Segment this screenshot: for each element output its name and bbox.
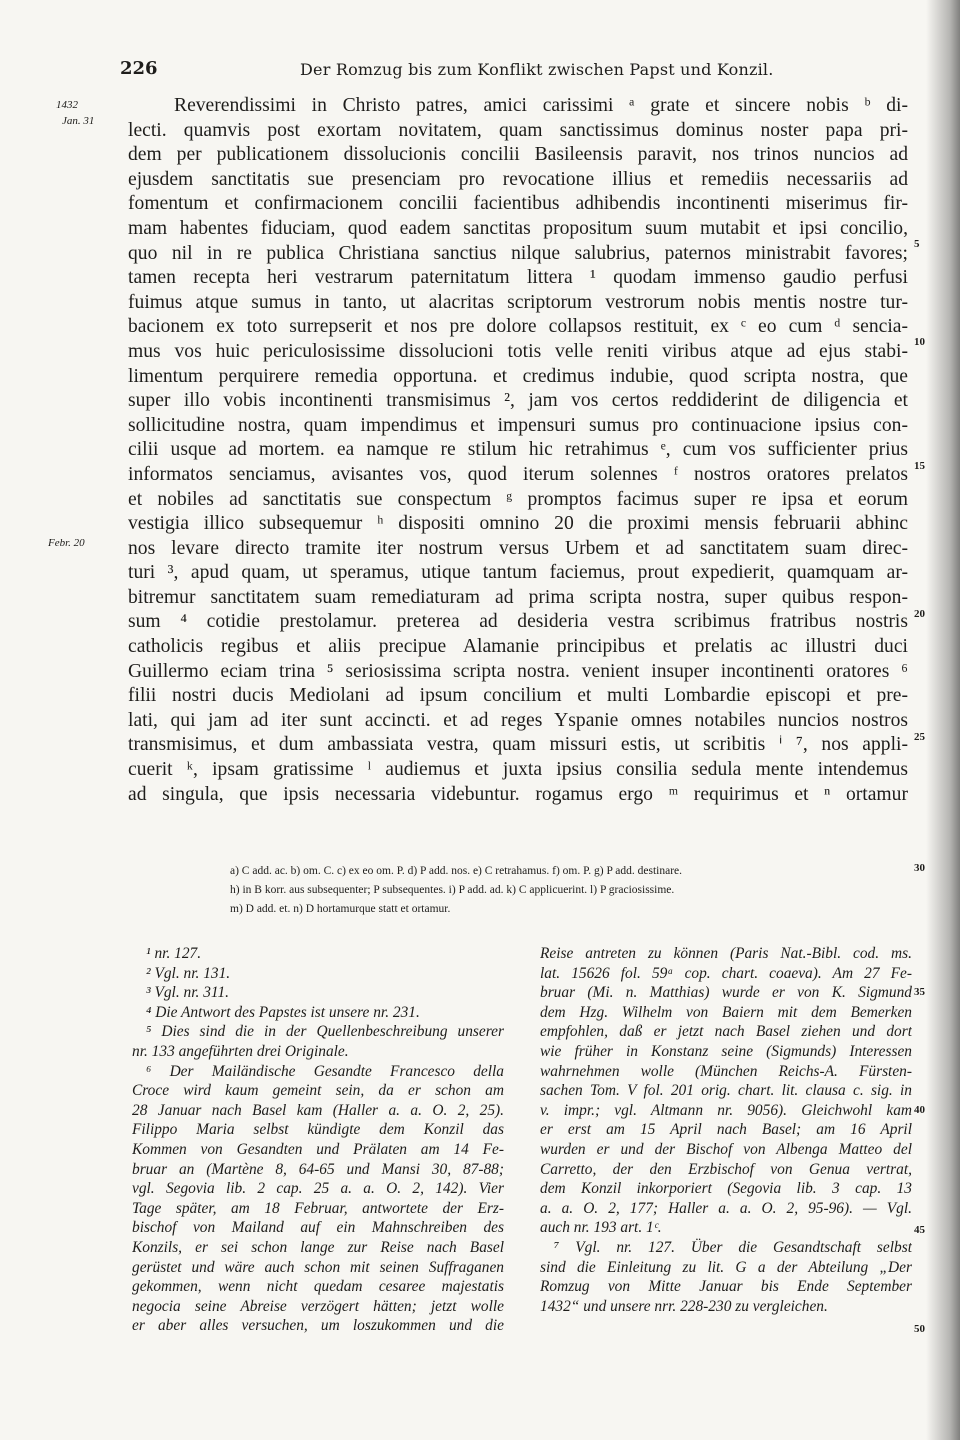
line-number: 10 (914, 336, 925, 348)
text-line: bitremur sanctitatem suam remediaturam ad prima scripta nostra, super quibus respon- (128, 586, 908, 608)
text-line: turi ³, apud quam, ut speramus, utique tantum faciemus, prout expedierit, quamquam ar- (128, 562, 908, 584)
text-line: fuimus atque sumus in tanto, ut alacritas scriptorum vestrorum nobis mentis nostre tur- (128, 291, 908, 313)
line-number: 20 (914, 608, 925, 620)
footnote-line: ⁴ Die Antwort des Papstes ist unsere nr. 231. (146, 1003, 420, 1021)
footnote-line: sind die Einleitung zu lit. G a der Abteilung „Der (540, 1258, 912, 1276)
page-header (120, 58, 900, 88)
footnote-line: Filippo Maria selbst kündigte dem Konzil das (132, 1121, 504, 1139)
footnote-line: Croce wird kaum gemeint sein, da er schon am (132, 1082, 504, 1100)
footnote-line: Carretto, der den Erzbischof von Genua vertrat, (540, 1160, 912, 1178)
text-line: sum ⁴ cotidie prestolamur. preterea ad desideria vestra scribimus fratribus nostris (128, 611, 908, 633)
footnote-line: ⁶ Der Mailändische Gesandte Francesco della (146, 1062, 504, 1080)
footnote-line: empfohlen, daß er jetzt nach Basel ziehen und dort (540, 1023, 912, 1041)
footnote-line: sachen Tom. V fol. 201 orig. chart. lit. clausa c. sig. in (540, 1082, 912, 1100)
text-line: catholicis regibus et aliis precipue Alamanie principibus et prelatis ac illustri duci (128, 636, 908, 658)
footnote-line: auch nr. 193 art. 1ᶜ. (540, 1219, 662, 1237)
margin-date-febr: Febr. 20 (48, 537, 85, 549)
footnote-line: gekommen, wenn nicht quedam cesaree majestatis (132, 1278, 504, 1296)
line-number: 40 (914, 1104, 925, 1116)
footnote-line: wurden er und der Bischof von Albenga Matteo del (540, 1140, 912, 1158)
text-line: bacionem ex toto surrepserit et nos pre dolore collapsos restituit, ex ᶜ eo cum ᵈ sencia- (128, 316, 908, 338)
footnote-line: Reise antreten zu können (Paris Nat.-Bibl. cod. ms. (540, 945, 912, 962)
footnote-line: bruar (Mi. n. Matthias) wurde er von K. Sigmund (540, 984, 912, 1002)
footnotes-right-column (540, 944, 912, 1316)
text-line: limentum perquirere remedia opportuna. et credimus indubie, quod scripta nostra, que (128, 365, 908, 387)
text-line: Reverendissimi in Christo patres, amici carissimi ᵃ grate et sincere nobis ᵇ di- (174, 95, 908, 116)
footnotes-left-column (132, 944, 504, 1336)
footnote-line: v. impr.; vgl. Altmann nr. 9056). Gleichwohl kam (540, 1101, 912, 1119)
page-edge-shadow (926, 0, 960, 1440)
footnote-line: ² Vgl. nr. 131. (146, 964, 231, 982)
line-number: 50 (914, 1323, 925, 1335)
footnote-line: ⁷ Vgl. nr. 127. Über die Gesandtschaft selbst (554, 1238, 912, 1256)
text-line: ad singula, que ipsis necessaria videbuntur. rogamus ergo ᵐ requirimus et ⁿ ortamur (128, 783, 908, 805)
text-line: super illo vobis incontinenti transmisimus ², jam vos certos reddiderint de diligencia et (128, 390, 908, 412)
footnote-line: dem Konzil inkorporiert (Segovia lib. 3 cap. 13 (540, 1180, 912, 1198)
apparatus-line: h) in B korr. aus subsequenter; P subsequentes. i) P add. ad. k) C applicuerint. l) P graciosissime. (230, 884, 675, 896)
line-number: 5 (914, 238, 920, 250)
footnote-line: ³ Vgl. nr. 311. (146, 984, 229, 1002)
footnote-line: Romzug von Mitte Januar bis Ende September (540, 1278, 912, 1296)
footnote-line: negocia seine Abreise verzögert hätten; jetzt wolle (132, 1297, 504, 1315)
text-line: tamen recepta heri vestrarum paternitatum littera ¹ quodam immenso gaudio perfusi (128, 267, 908, 289)
line-number: 35 (914, 986, 925, 998)
footnote-line: bruar an (Martène 8, 64-65 und Mansi 30, 87-88; (132, 1160, 504, 1178)
footnote-line: bischof von Mailand auf ein Mahnschreiben des (132, 1219, 504, 1237)
running-head: Der Romzug bis zum Konflikt zwischen Papst und Konzil. (300, 60, 774, 79)
text-line: cuerit ᵏ, ipsam gratissime ˡ audiemus et juxta ipsius consilia sedula mente intendemus (128, 759, 908, 781)
text-line: cilii usque ad mortem. ea namque re stilum hic retrahimus ᵉ, cum vos sufficienter prius (128, 439, 908, 461)
line-number: 25 (914, 731, 925, 743)
footnote-line: a. a. O. 2, 177; Haller a. a. O. 2, 95-96). — Vgl. (540, 1199, 912, 1217)
main-text-body (128, 94, 908, 807)
critical-apparatus (230, 862, 920, 919)
page-number: 226 (120, 58, 158, 79)
text-line: sollicitudine nostra, quam impendimus et impensuri sumus pro continuacione ipsius con- (128, 414, 908, 436)
text-line: ejusdem sanctitatis sue presenciam pro revocatione illius et remediis necessariis ad (128, 168, 908, 190)
footnote-line: Kommen von Gesandten und Prälaten am 14 Fe- (132, 1140, 504, 1158)
line-number: 30 (914, 862, 925, 874)
apparatus-line: a) C add. ac. b) om. C. c) ex eo om. P. d) P add. nos. e) C retrahamus. f) om. P. g) P add. destinare. (230, 865, 683, 877)
text-line: lati, qui jam ad iter sunt accincti. et ad reges Yspanie omnes notabiles nuncios nostros (128, 709, 908, 731)
apparatus-line: m) D add. et. n) D hortamurque statt et ortamur. (230, 903, 451, 915)
text-line: transmisimus, et dum ambassiata vestra, quam missuri estis, ut scribitis ⁱ ⁷, nos appli- (128, 734, 908, 756)
footnote-line: wahrnehmen wolle (München Reichs-A. Fürsten- (540, 1062, 912, 1080)
text-line: quo nil in re publica Christiana sanctius nilque salubrius, paternos ministrabit favores; (128, 242, 908, 264)
footnote-line: Tage später, am 18 Februar, antwortete der Erz- (132, 1199, 504, 1217)
text-line: nos levare directo tramite iter nostrum versus Urbem et ad sanctitatem suam direc- (128, 537, 908, 559)
footnote-line: er aber alles versuchen, um loszukommen und die (132, 1317, 504, 1335)
footnote-line: gerüstet und wäre auch schon mit seinen Suffraganen (132, 1258, 504, 1276)
text-line: mam habentes fiduciam, quod eadem sanctitas propositum suum mutabit et ipsi concilio, (128, 217, 908, 239)
footnote-line: nr. 133 angeführten drei Originale. (132, 1042, 349, 1060)
footnote-line: vgl. Segovia lib. 2 cap. 25 a. a. O. 2, 142). Vier (132, 1180, 504, 1198)
footnote-line: 28 Januar nach Basel kam (Haller a. a. O. 2, 25). (132, 1101, 504, 1119)
text-line: mus vos huic periculosissime dissolucioni totis velle reniti viribus atque ad ejus stabi- (128, 340, 908, 362)
margin-date-year: 1432 (56, 99, 78, 111)
line-number: 45 (914, 1224, 925, 1236)
text-line: filii nostri ducis Mediolani ad ipsum concilium et multi Lombardie episcopi et pre- (128, 685, 908, 707)
footnote-line: ⁵ Dies sind die in der Quellenbeschreibung unserer (146, 1023, 504, 1041)
footnote-line: 1432“ und unsere nrr. 228-230 zu vergleichen. (540, 1297, 828, 1315)
footnote-line: dem Hzg. Wilhelm von Baiern mit dem Bemerken (540, 1003, 912, 1021)
footnote-line: wie früher in Konstanz seine (Sigmunds) Interessen (540, 1042, 912, 1060)
text-line: lecti. quamvis post exortam novitatem, quam sanctissimus dominus noster papa pri- (128, 119, 908, 141)
margin-date-jan: Jan. 31 (62, 115, 95, 127)
footnote-line: ¹ nr. 127. (146, 945, 202, 962)
text-line: et nobiles ad sanctitatis sue conspectum ᵍ promptos facimus super re ipsa et eorum (128, 488, 908, 510)
text-line: fomentum et confirmacionem concilii facientibus adhibendis incontinenti miserimus fir- (128, 193, 908, 215)
text-line: informatos senciamus, avisantes vos, quod iterum solennes ᶠ nostros oratores prelatos (128, 463, 908, 485)
text-line: vestigia illico subsequemur ʰ dispositi omnino 20 die proximi mensis februarii abhinc (128, 513, 908, 535)
footnote-line: er erst am 15 April nach Basel; am 16 April (540, 1121, 912, 1139)
text-line: dem per publicationem dissolucionis concilii Basileensis paravit, nos trinos nuncios ad (128, 144, 908, 166)
line-number: 15 (914, 460, 925, 472)
footnote-line: Konzils, er sei schon lange zur Reise nach Basel (132, 1238, 504, 1256)
text-line: Guillermo eciam trina ⁵ seriosissima scripta nostra. venient insuper incontinenti oratores ⁶ (128, 660, 908, 682)
footnote-line: lat. 15626 fol. 59ᵃ cop. chart. coaeva). Am 27 Fe- (540, 964, 912, 982)
